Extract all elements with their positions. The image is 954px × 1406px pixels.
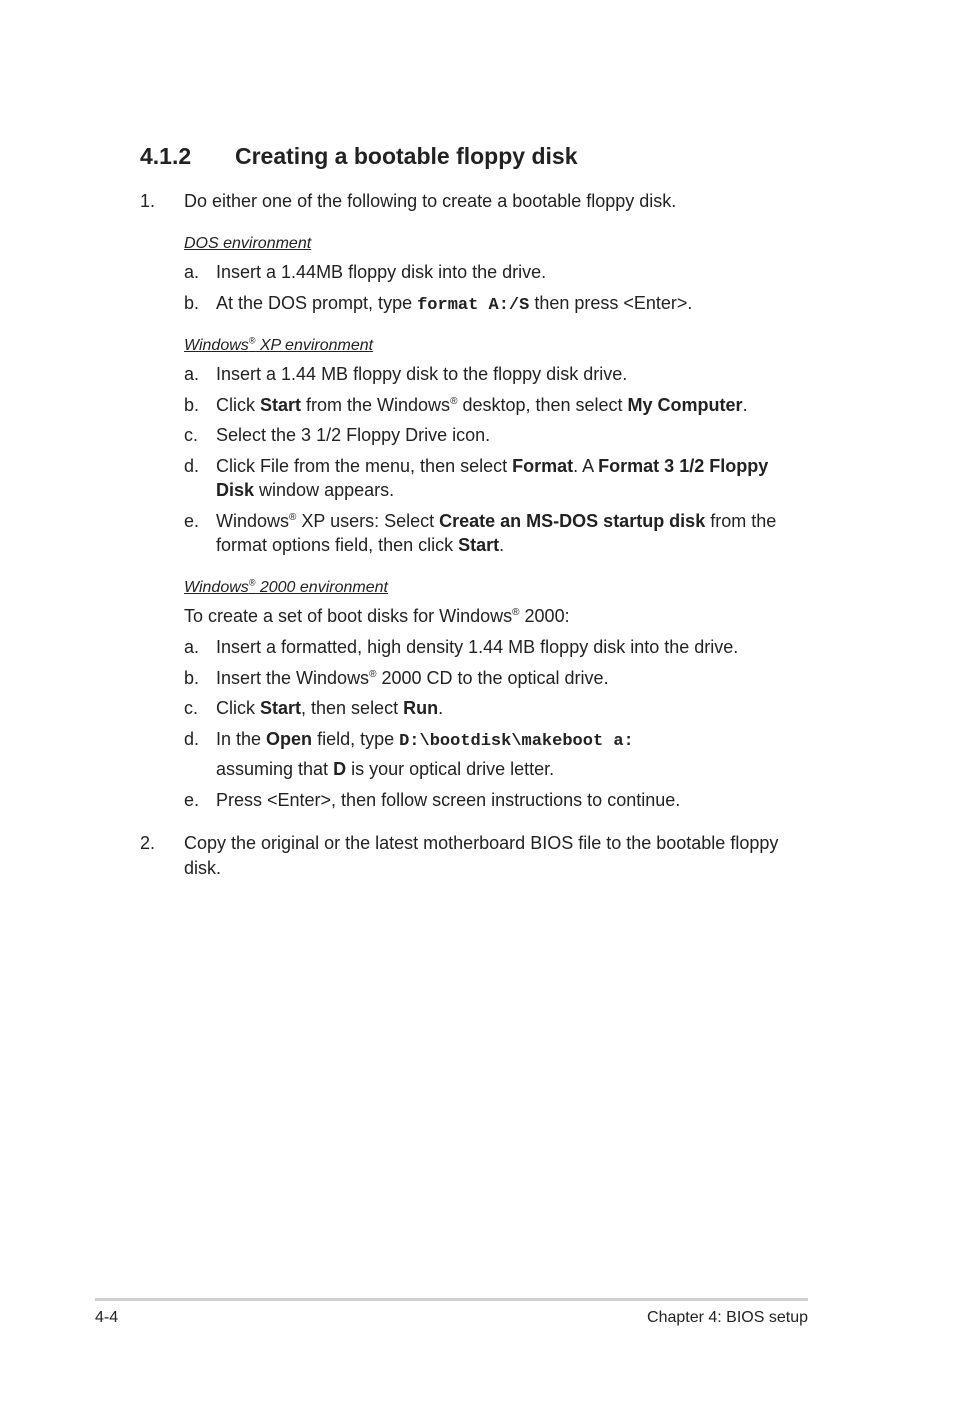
page-number: 4-4 [95, 1309, 119, 1326]
xp-step-d-line1: Click File from the menu, then select Format. A Format 3 1/2 Floppy [216, 456, 769, 476]
section-title: Creating a bootable floppy disk [235, 143, 578, 169]
xp-step-c: Select the 3 1/2 Floppy Drive icon. [216, 425, 491, 445]
footer-divider [95, 1298, 808, 1301]
step-text: Do either one of the following to create a bootable floppy disk. [184, 191, 677, 211]
item-letter: b. [184, 668, 200, 688]
item-letter: a. [184, 262, 200, 282]
w2k-step-d-line1: In the Open field, type D:\bootdisk\makeboot a: [216, 729, 634, 751]
dos-step-a: Insert a 1.44MB floppy disk into the drive. [216, 262, 547, 282]
item-letter: c. [184, 698, 199, 718]
w2k-step-a: Insert a formatted, high density 1.44 MB floppy disk into the drive. [216, 637, 739, 657]
chapter-label: Chapter 4: BIOS setup [647, 1309, 808, 1326]
step-number: 2. [140, 833, 156, 853]
item-letter: a. [184, 637, 200, 657]
step2-line1: Copy the original or the latest motherboard BIOS file to the bootable floppy [184, 833, 779, 853]
command-text: format A:/S [417, 296, 530, 315]
w2k-step-e: Press <Enter>, then follow screen instructions to continue. [216, 790, 681, 810]
command-text: D:\bootdisk\makeboot a: [399, 732, 634, 751]
section-number: 4.1.2 [140, 143, 192, 169]
step-number: 1. [140, 191, 156, 211]
xp-heading: Windows® XP environment [184, 335, 374, 354]
xp-step-e-line1: Windows® XP users: Select Create an MS-DOS startup disk from the [216, 511, 777, 531]
item-letter: b. [184, 293, 200, 313]
w2k-step-d-line2: assuming that D is your optical drive letter. [216, 759, 555, 779]
w2k-heading: Windows® 2000 environment [184, 577, 388, 596]
dos-step-b: At the DOS prompt, type format A:/S then press <Enter>. [216, 293, 693, 315]
step2-line2: disk. [184, 858, 222, 878]
w2k-step-c: Click Start, then select Run. [216, 698, 444, 718]
item-letter: b. [184, 395, 200, 415]
item-letter: d. [184, 729, 200, 749]
xp-step-a: Insert a 1.44 MB floppy disk to the floppy disk drive. [216, 364, 628, 384]
item-letter: a. [184, 364, 200, 384]
item-letter: e. [184, 790, 200, 810]
w2k-step-b: Insert the Windows® 2000 CD to the optical drive. [216, 668, 609, 688]
xp-step-e-line2: format options field, then click Start. [216, 535, 505, 555]
w2k-intro: To create a set of boot disks for Windows® 2000: [184, 606, 570, 626]
dos-heading: DOS environment [184, 235, 312, 252]
item-letter: e. [184, 511, 200, 531]
item-letter: c. [184, 425, 199, 445]
xp-step-d-line2: Disk window appears. [216, 480, 395, 500]
xp-step-b: Click Start from the Windows® desktop, then select My Computer. [216, 395, 748, 415]
item-letter: d. [184, 456, 200, 476]
